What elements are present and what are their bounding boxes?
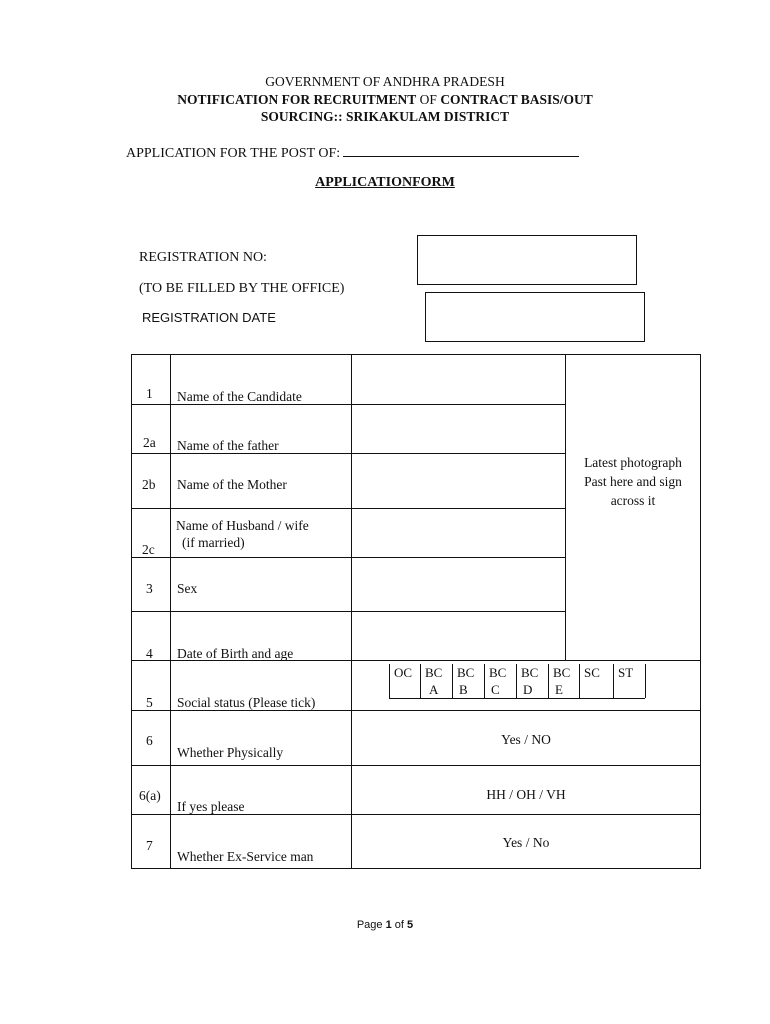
row-4-number: 4 bbox=[146, 646, 153, 661]
spouse-name-note: (if married) bbox=[182, 535, 245, 550]
notification-title-part2: CONTRACT BASIS/OUT bbox=[440, 92, 593, 107]
post-input-line[interactable] bbox=[343, 143, 579, 157]
father-name-field[interactable] bbox=[352, 405, 564, 452]
page-word: Page bbox=[356, 919, 386, 931]
mother-name-field[interactable] bbox=[352, 454, 564, 507]
row-1-number: 1 bbox=[146, 386, 153, 401]
of-word: of bbox=[391, 919, 408, 931]
category-bc-b[interactable]: BC B bbox=[452, 664, 484, 698]
category-bc-d[interactable]: BC D bbox=[516, 664, 548, 698]
post-label: APPLICATION FOR THE POST OF: bbox=[126, 146, 341, 161]
row-3-number: 3 bbox=[146, 581, 153, 596]
ex-service-options[interactable]: Yes / No bbox=[502, 835, 550, 850]
row-7-number: 7 bbox=[146, 838, 153, 853]
sex-label: Sex bbox=[177, 581, 198, 596]
form-title: APPLICATIONFORM bbox=[315, 175, 455, 190]
district-title: SOURCING:: SRIKAKULAM DISTRICT bbox=[260, 109, 510, 124]
registration-date-box[interactable] bbox=[425, 292, 645, 342]
spouse-name-field[interactable] bbox=[352, 509, 564, 556]
candidate-name-field[interactable] bbox=[352, 355, 564, 403]
registration-date-label: REGISTRATION DATE bbox=[142, 310, 276, 325]
photo-instructions-line2: Past here and sign bbox=[584, 474, 682, 489]
spouse-name-label: Name of Husband / wife bbox=[176, 518, 309, 533]
row-6-number: 6 bbox=[146, 733, 153, 748]
dob-age-field[interactable] bbox=[352, 612, 564, 659]
category-bc-a[interactable]: BC A bbox=[420, 664, 452, 698]
category-bc-c[interactable]: BC C bbox=[484, 664, 516, 698]
mother-name-label: Name of the Mother bbox=[177, 477, 287, 492]
category-bc-e[interactable]: BC E bbox=[548, 664, 579, 698]
page-total: 5 bbox=[407, 919, 414, 931]
category-sc[interactable]: SC bbox=[579, 664, 613, 698]
row-2b-number: 2b bbox=[142, 477, 156, 492]
physically-label: Whether Physically bbox=[177, 745, 284, 760]
row-6a-number: 6(a) bbox=[139, 788, 161, 803]
page-number: 1 bbox=[385, 919, 392, 931]
photo-instructions-line3: across it bbox=[610, 493, 656, 508]
physically-options[interactable]: Yes / NO bbox=[501, 732, 551, 747]
candidate-name-label: Name of the Candidate bbox=[177, 389, 302, 404]
photo-instructions bbox=[566, 453, 700, 510]
photo-instructions-line1: Latest photograph bbox=[584, 455, 682, 470]
post-field bbox=[126, 143, 579, 162]
ex-service-label: Whether Ex-Service man bbox=[177, 849, 314, 864]
if-yes-label: If yes please bbox=[177, 799, 245, 814]
registration-no-box[interactable] bbox=[417, 235, 637, 285]
government-title: GOVERNMENT OF ANDHRA PRADESH bbox=[265, 74, 505, 89]
notification-title bbox=[0, 92, 770, 108]
social-status-label: Social status (Please tick) bbox=[177, 695, 316, 710]
dob-age-label: Date of Birth and age bbox=[177, 646, 294, 661]
notification-title-of: OF bbox=[416, 92, 441, 107]
page-footer bbox=[0, 919, 770, 931]
category-oc[interactable]: OC bbox=[389, 664, 420, 698]
category-st[interactable]: ST bbox=[613, 664, 646, 698]
office-use-note: (TO BE FILLED BY THE OFFICE) bbox=[139, 281, 345, 296]
disability-type-options[interactable]: HH / OH / VH bbox=[486, 787, 566, 802]
row-2a-number: 2a bbox=[143, 435, 156, 450]
registration-no-label: REGISTRATION NO: bbox=[139, 250, 267, 265]
row-5-number: 5 bbox=[146, 695, 153, 710]
sex-field[interactable] bbox=[352, 558, 564, 610]
father-name-label: Name of the father bbox=[177, 438, 279, 453]
notification-title-part1: NOTIFICATION FOR RECRUITMENT bbox=[177, 92, 417, 107]
row-2c-number: 2c bbox=[142, 542, 155, 557]
